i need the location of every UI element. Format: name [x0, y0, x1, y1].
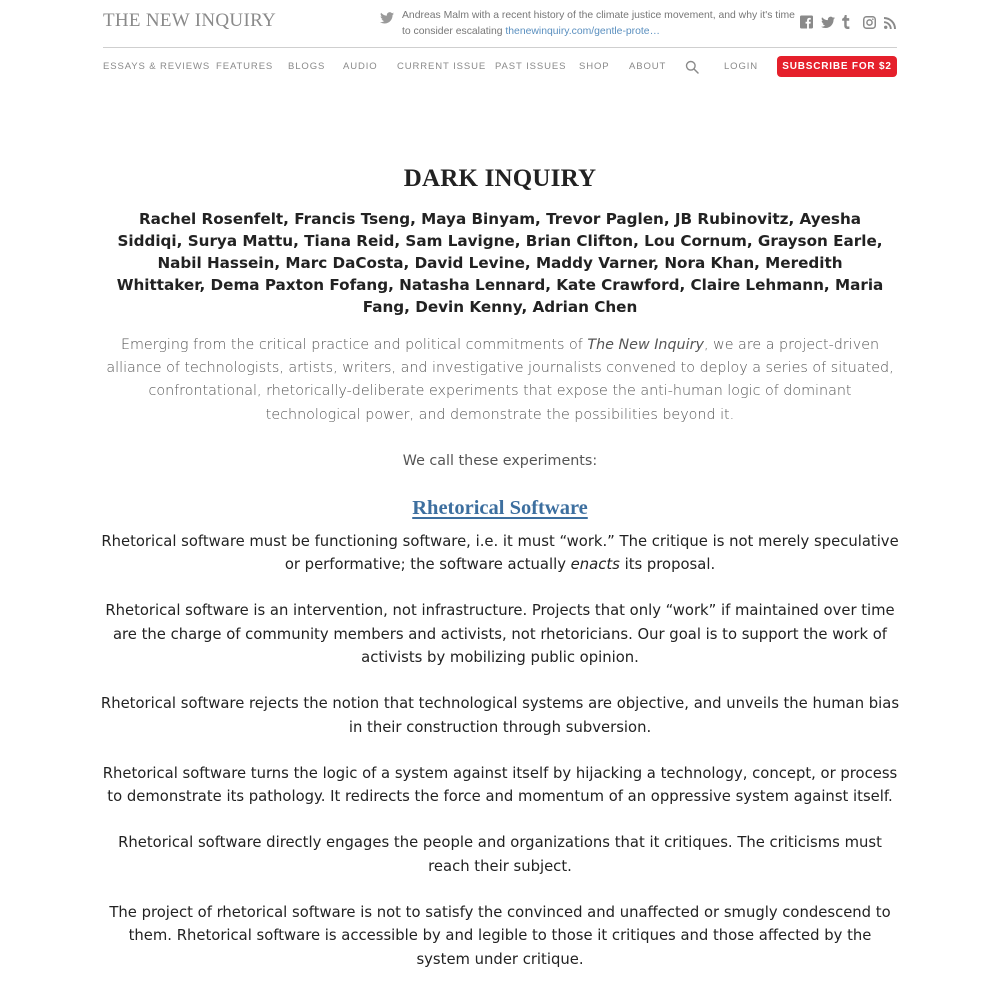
section-link-rhetorical-software[interactable]: Rhetorical Software: [412, 496, 588, 519]
nav-past-issues[interactable]: PAST ISSUES: [495, 61, 567, 72]
principle-text: its proposal.: [619, 556, 716, 574]
tumblr-icon[interactable]: [842, 14, 855, 28]
twitter-icon: [380, 12, 394, 24]
principle-item: Rhetorical software rejects the notion that technological systems are objective, and unveils the human bias in their construction through subversion.: [100, 695, 900, 736]
intro-text-end: , we are a project-driven alliance of technologists, artists, writers, and investigative journalists convened to deploy a series of situated, confrontational, rhetorically-deliberate experiments that expose the anti-human logic of dominant technological power, and demonstrate the possibilities beyond it.: [106, 337, 894, 423]
principle-text: Rhetorical software must be functioning software, i.e. it must “work.” The critique is not merely speculative or performative; the software actually: [101, 532, 899, 574]
page-title: DARK INQUIRY: [403, 165, 597, 192]
search-icon[interactable]: [685, 60, 699, 74]
site-logo[interactable]: THE NEW INQUIRY: [103, 10, 277, 31]
author-list: Rachel Rosenfelt, Francis Tseng, Maya Binyam, Trevor Paglen, JB Rubinovitz, Ayesha Siddiqi, Surya Mattu, Tiana Reid, Sam Lavigne, Brian Clifton, Lou Cornum, Grayson Earle, Nabil Hassein, Marc DaCosta, David Levine, Maddy Varner, Nora Khan, Meredith Whittaker, Dema Paxton Fofang, Natasha Lennard, Kate Crawford, Claire Lehmann, Maria Fang, Devin Kenny, Adrian Chen: [116, 210, 884, 316]
tweet-link[interactable]: thenewinquiry.com/gentle-prote…: [505, 25, 660, 37]
experiments-lead: We call these experiments:: [402, 452, 598, 469]
header-divider: [103, 47, 897, 48]
tweet-text: [402, 8, 797, 39]
intro-paragraph: [100, 334, 900, 427]
principle-item: Rhetorical software turns the logic of a system against itself by hijacking a technology, concept, or process to demonstrate its pathology. It redirects the force and momentum of an oppressive system against itself.: [102, 764, 898, 806]
nav-login[interactable]: LOGIN: [724, 61, 759, 72]
site-header: [103, 0, 897, 48]
instagram-icon[interactable]: [863, 14, 876, 28]
intro-text-start: Emerging from the critical practice and political commitments of: [120, 337, 588, 353]
twitter-icon[interactable]: [821, 14, 834, 28]
nav-shop[interactable]: SHOP: [579, 61, 610, 72]
principle-emphasis: enacts: [570, 556, 620, 574]
nav-essays-reviews[interactable]: ESSAYS & REVIEWS: [103, 61, 211, 72]
nav-audio[interactable]: AUDIO: [343, 61, 378, 72]
main-nav: [103, 56, 897, 78]
nav-about[interactable]: ABOUT: [629, 61, 667, 72]
subscribe-button[interactable]: SUBSCRIBE FOR $2: [777, 56, 897, 77]
principles-list: [100, 530, 900, 971]
article: [100, 160, 900, 994]
principle-item: [100, 530, 900, 577]
publication-name: The New Inquiry: [587, 337, 704, 353]
nav-blogs[interactable]: BLOGS: [288, 61, 326, 72]
facebook-icon[interactable]: [800, 14, 813, 28]
social-links: [800, 14, 897, 28]
principle-item: Rhetorical software directly engages the people and organizations that it critiques. The criticisms must reach their subject.: [118, 834, 882, 875]
principle-item: The project of rhetorical software is not to satisfy the convinced and unaffected or smugly condescend to them. Rhetorical software is accessible by and legible to those it critiques and those affected by the system under critique.: [109, 904, 891, 968]
tweet-body: Andreas Malm with a recent history of the climate justice movement, and why it's time to consider escalating: [402, 10, 795, 37]
nav-current-issue[interactable]: CURRENT ISSUE: [397, 61, 487, 72]
principle-item: Rhetorical software is an intervention, not infrastructure. Projects that only “work” if maintained over time are the charge of community members and activists, not rhetoricians. Our goal is to support the work of activists by mobilizing public opinion.: [105, 602, 895, 666]
rss-icon[interactable]: [884, 14, 897, 28]
nav-features[interactable]: FEATURES: [216, 61, 274, 72]
